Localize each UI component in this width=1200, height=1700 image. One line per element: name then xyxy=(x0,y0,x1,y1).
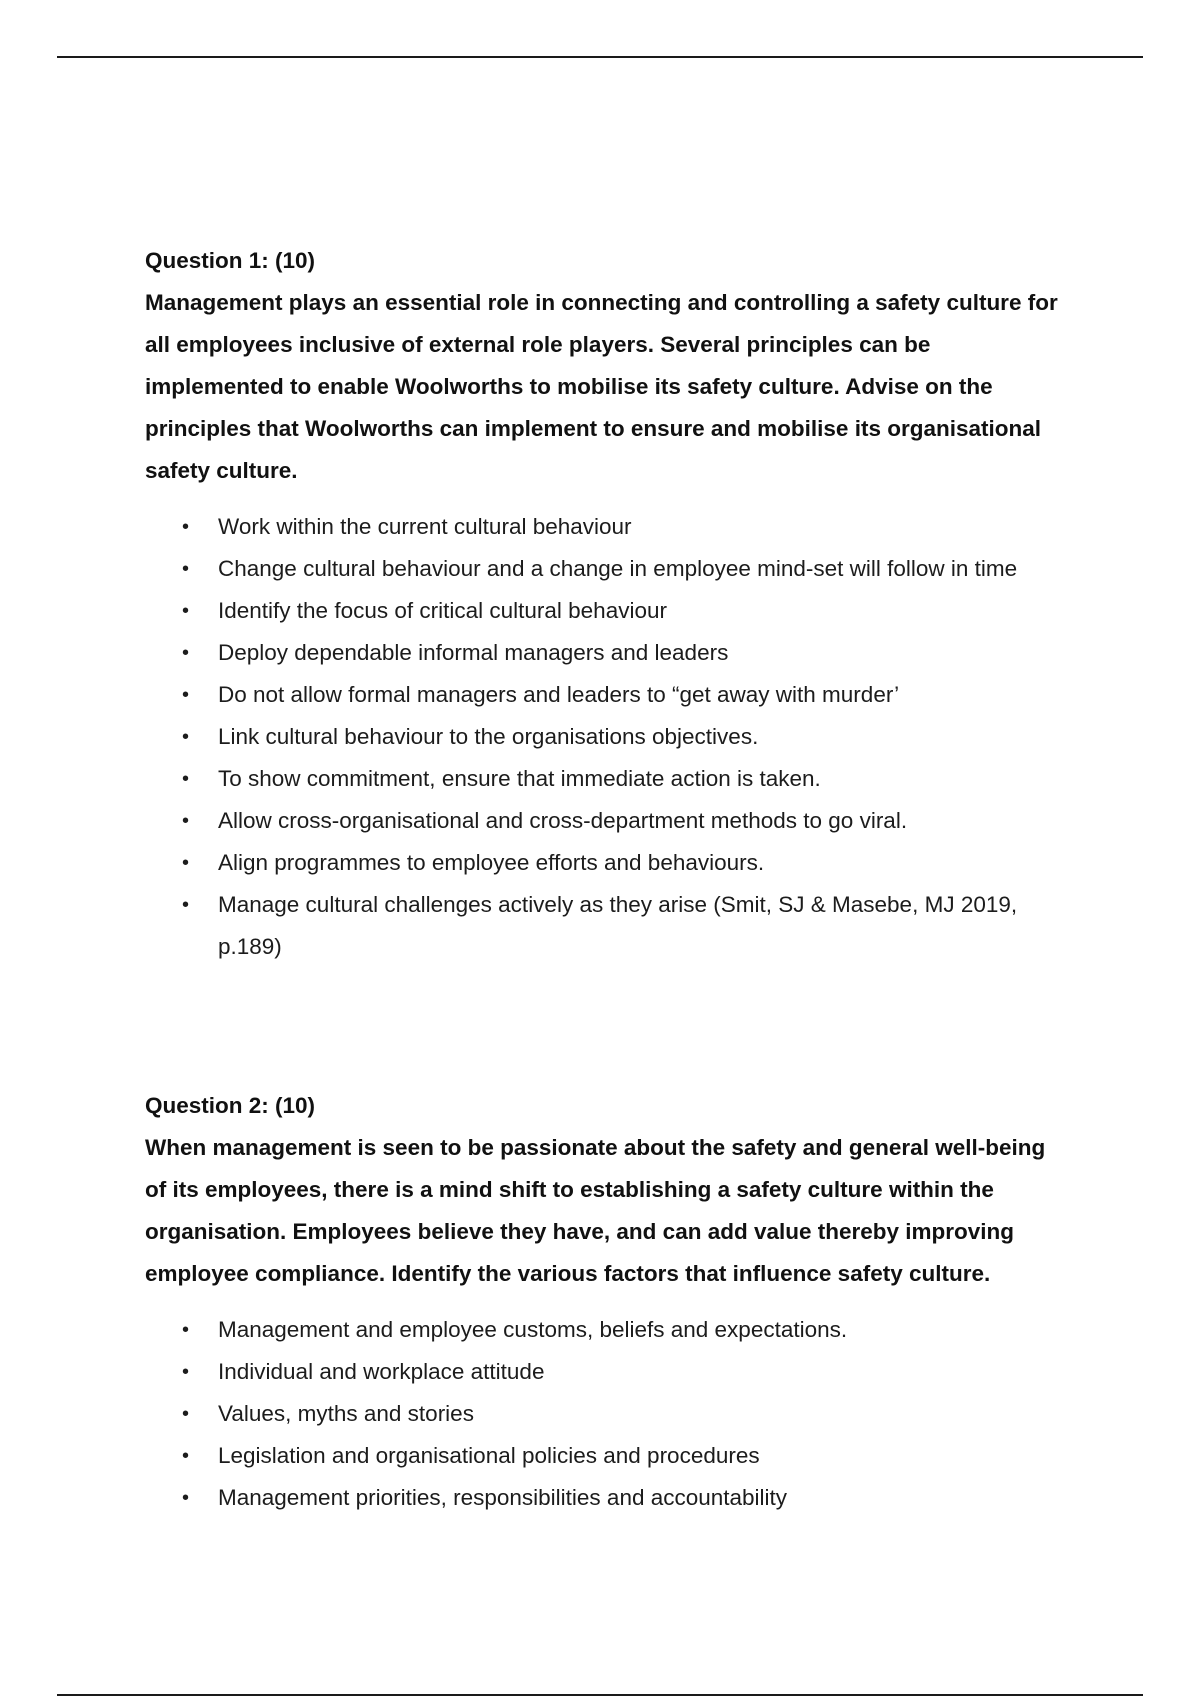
question-1-section xyxy=(145,240,1065,968)
answer-text: Change cultural behaviour and a change in employee mind-set will follow in time xyxy=(218,556,1018,581)
question-1-answer-list xyxy=(145,506,1065,968)
list-item xyxy=(145,1477,1065,1519)
list-item xyxy=(145,506,1065,548)
bullet-icon: • xyxy=(182,894,190,916)
top-divider xyxy=(57,56,1143,58)
answer-text: Allow cross-organisational and cross-department methods to go viral. xyxy=(218,808,908,833)
list-item xyxy=(145,1351,1065,1393)
question-2-section xyxy=(145,1085,1065,1519)
answer-text: Values, myths and stories xyxy=(218,1401,474,1426)
list-item xyxy=(145,758,1065,800)
bullet-icon: • xyxy=(182,600,190,622)
answer-text: Align programmes to employee efforts and behaviours. xyxy=(218,850,765,875)
bottom-divider xyxy=(57,1694,1143,1696)
list-item xyxy=(145,1309,1065,1351)
question-2-title: Question 2: (10) xyxy=(145,1093,316,1118)
list-item xyxy=(145,1435,1065,1477)
question-2-prompt: When management is seen to be passionate about the safety and general well-being of its employees, there is a mind shift to establishing a safety culture within the organisation. Employees believe they have, and can add value thereby improving employee compliance. Identify the various factors that influence safety culture. xyxy=(145,1135,1046,1286)
bullet-icon: • xyxy=(182,516,190,538)
list-item xyxy=(145,884,1065,968)
answer-text: Individual and workplace attitude xyxy=(218,1359,545,1384)
answer-text: Manage cultural challenges actively as they arise (Smit, SJ & Masebe, MJ 2019, p.189) xyxy=(218,892,1018,959)
bullet-icon: • xyxy=(182,1361,190,1383)
bullet-icon: • xyxy=(182,558,190,580)
question-1-prompt: Management plays an essential role in connecting and controlling a safety culture for all employees inclusive of external role players. Several principles can be implemented to enable Woolworths to mobilise its safety culture. Advise on the principles that Woolworths can implement to ensure and mobilise its organisational safety culture. xyxy=(145,290,1058,483)
bullet-icon: • xyxy=(182,852,190,874)
list-item xyxy=(145,590,1065,632)
bullet-icon: • xyxy=(182,768,190,790)
question-1-title: Question 1: (10) xyxy=(145,248,316,273)
answer-text: Legislation and organisational policies and procedures xyxy=(218,1443,760,1468)
answer-text: To show commitment, ensure that immediate action is taken. xyxy=(218,766,821,791)
answer-text: Link cultural behaviour to the organisations objectives. xyxy=(218,724,759,749)
bullet-icon: • xyxy=(182,1487,190,1509)
answer-text: Identify the focus of critical cultural behaviour xyxy=(218,598,667,623)
bullet-icon: • xyxy=(182,726,190,748)
answer-text: Do not allow formal managers and leaders to “get away with murder’ xyxy=(218,682,900,707)
list-item xyxy=(145,842,1065,884)
question-2-answer-list xyxy=(145,1309,1065,1519)
bullet-icon: • xyxy=(182,1445,190,1467)
list-item xyxy=(145,632,1065,674)
list-item xyxy=(145,800,1065,842)
bullet-icon: • xyxy=(182,684,190,706)
list-item xyxy=(145,716,1065,758)
list-item xyxy=(145,1393,1065,1435)
bullet-icon: • xyxy=(182,1403,190,1425)
answer-text: Deploy dependable informal managers and leaders xyxy=(218,640,729,665)
answer-text: Work within the current cultural behaviour xyxy=(218,514,632,539)
answer-text: Management and employee customs, beliefs and expectations. xyxy=(218,1317,848,1342)
answer-text: Management priorities, responsibilities and accountability xyxy=(218,1485,788,1510)
bullet-icon: • xyxy=(182,642,190,664)
list-item xyxy=(145,674,1065,716)
bullet-icon: • xyxy=(182,810,190,832)
bullet-icon: • xyxy=(182,1319,190,1341)
list-item xyxy=(145,548,1065,590)
